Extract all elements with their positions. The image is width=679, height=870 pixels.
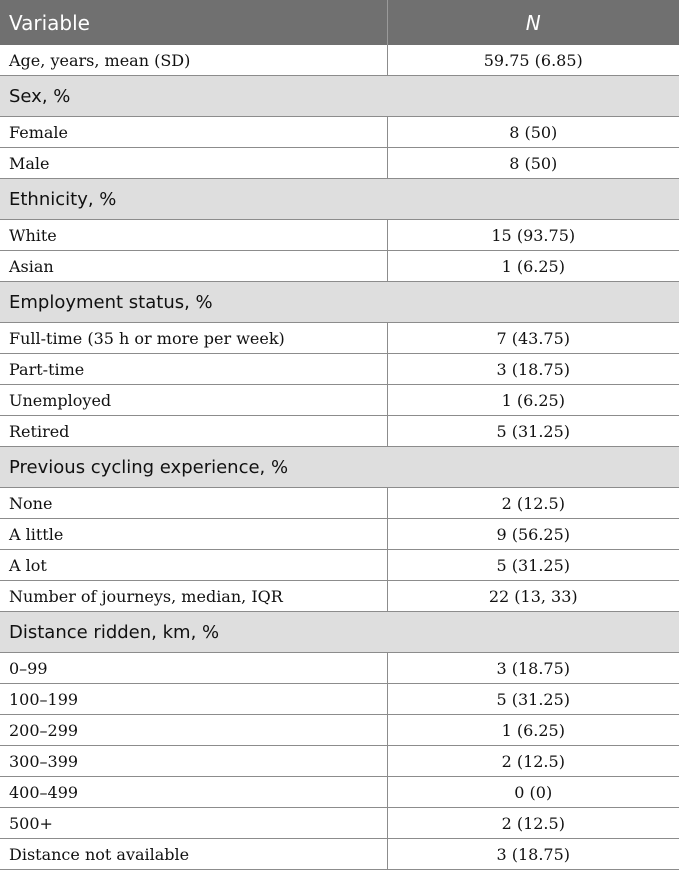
row-label: None bbox=[0, 488, 387, 519]
row-value: 3 (18.75) bbox=[387, 839, 679, 870]
row-label: 400–499 bbox=[0, 777, 387, 808]
table-row bbox=[0, 653, 679, 684]
row-label: 300–399 bbox=[0, 746, 387, 777]
row-value: 2 (12.5) bbox=[387, 808, 679, 839]
row-label: 200–299 bbox=[0, 715, 387, 746]
row-label: Age, years, mean (SD) bbox=[0, 45, 387, 76]
row-value: 5 (31.25) bbox=[387, 416, 679, 447]
row-value: 2 (12.5) bbox=[387, 488, 679, 519]
row-value: 1 (6.25) bbox=[387, 715, 679, 746]
row-value: 7 (43.75) bbox=[387, 323, 679, 354]
row-label: White bbox=[0, 220, 387, 251]
table-row bbox=[0, 220, 679, 251]
section-title: Distance ridden, km, % bbox=[0, 612, 679, 653]
table-row bbox=[0, 550, 679, 581]
row-value: 22 (13, 33) bbox=[387, 581, 679, 612]
section-header-sex bbox=[0, 76, 679, 117]
row-value: 8 (50) bbox=[387, 117, 679, 148]
table-row bbox=[0, 385, 679, 416]
section-header-employment bbox=[0, 282, 679, 323]
section-title: Sex, % bbox=[0, 76, 679, 117]
section-header-cycling bbox=[0, 447, 679, 488]
table-row bbox=[0, 251, 679, 282]
table-row bbox=[0, 808, 679, 839]
row-label: Retired bbox=[0, 416, 387, 447]
table-row bbox=[0, 684, 679, 715]
table-row bbox=[0, 148, 679, 179]
header-row bbox=[0, 0, 679, 45]
row-label: 100–199 bbox=[0, 684, 387, 715]
row-value: 0 (0) bbox=[387, 777, 679, 808]
table-row bbox=[0, 354, 679, 385]
section-header-distance bbox=[0, 612, 679, 653]
row-value: 3 (18.75) bbox=[387, 653, 679, 684]
row-label: 0–99 bbox=[0, 653, 387, 684]
table-row bbox=[0, 45, 679, 76]
row-value: 9 (56.25) bbox=[387, 519, 679, 550]
variable-column-header: Variable bbox=[0, 0, 387, 45]
section-header-ethnicity bbox=[0, 179, 679, 220]
table-row bbox=[0, 519, 679, 550]
row-value: 5 (31.25) bbox=[387, 550, 679, 581]
row-label: 500+ bbox=[0, 808, 387, 839]
row-value: 1 (6.25) bbox=[387, 385, 679, 416]
row-label: Distance not available bbox=[0, 839, 387, 870]
section-title: Ethnicity, % bbox=[0, 179, 679, 220]
table-row bbox=[0, 839, 679, 870]
row-value: 59.75 (6.85) bbox=[387, 45, 679, 76]
row-value: 5 (31.25) bbox=[387, 684, 679, 715]
table-row bbox=[0, 488, 679, 519]
row-label: A little bbox=[0, 519, 387, 550]
table-row bbox=[0, 323, 679, 354]
row-value: 2 (12.5) bbox=[387, 746, 679, 777]
row-label: Number of journeys, median, IQR bbox=[0, 581, 387, 612]
row-value: 15 (93.75) bbox=[387, 220, 679, 251]
section-title: Previous cycling experience, % bbox=[0, 447, 679, 488]
row-label: Asian bbox=[0, 251, 387, 282]
table-row bbox=[0, 715, 679, 746]
row-label: A lot bbox=[0, 550, 387, 581]
row-label: Female bbox=[0, 117, 387, 148]
n-column-header: N bbox=[387, 0, 679, 45]
table-row bbox=[0, 746, 679, 777]
table-row bbox=[0, 117, 679, 148]
row-value: 3 (18.75) bbox=[387, 354, 679, 385]
section-title: Employment status, % bbox=[0, 282, 679, 323]
row-label: Part-time bbox=[0, 354, 387, 385]
row-label: Male bbox=[0, 148, 387, 179]
row-value: 1 (6.25) bbox=[387, 251, 679, 282]
table-row bbox=[0, 777, 679, 808]
row-value: 8 (50) bbox=[387, 148, 679, 179]
table-row bbox=[0, 581, 679, 612]
row-label: Full-time (35 h or more per week) bbox=[0, 323, 387, 354]
table-row bbox=[0, 416, 679, 447]
row-label: Unemployed bbox=[0, 385, 387, 416]
